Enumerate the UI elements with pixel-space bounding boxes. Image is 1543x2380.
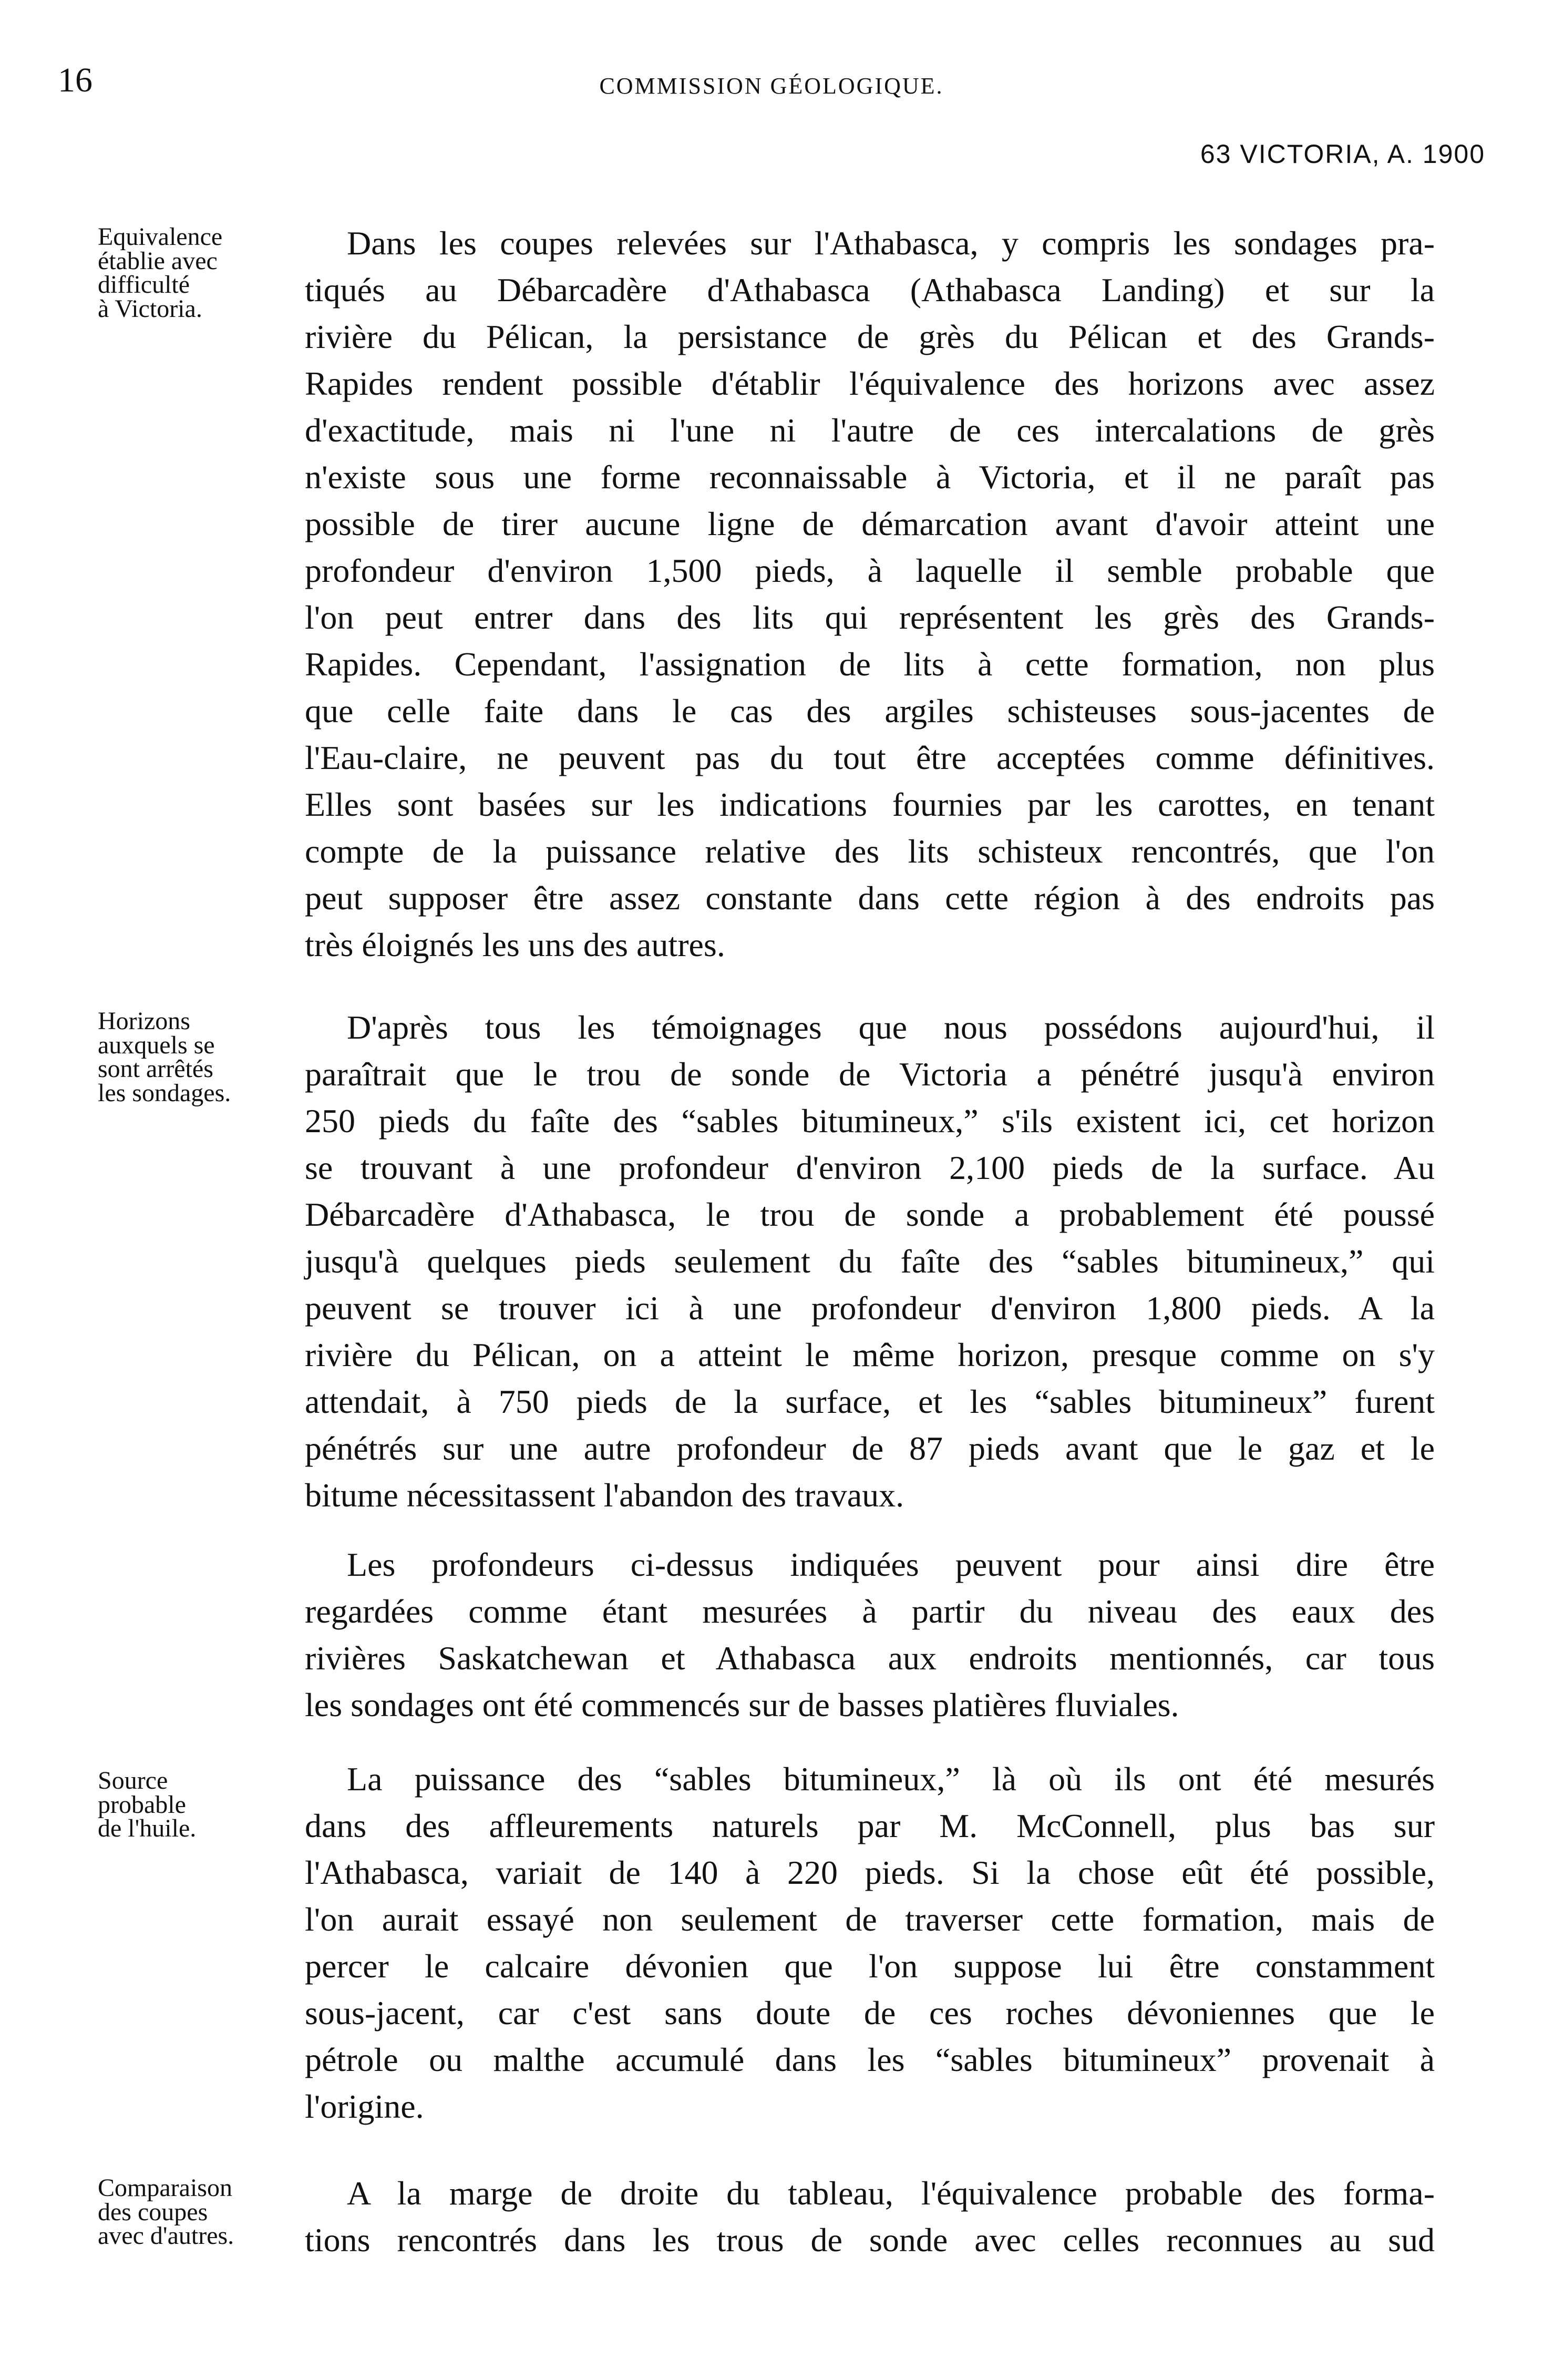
text-line: Débarcadère d'Athabasca, le trou de sonde a probablement été poussé [305,1196,1435,1233]
text-line: sous-jacent, car c'est sans doute de ces roches dévoniennes que le [305,1994,1435,2032]
sidenote-line: probable [98,1790,186,1819]
text-line: l'Eau-claire, ne peuvent pas du tout être acceptées comme définitives. [305,739,1435,776]
sidenote-line: des coupes [98,2198,208,2226]
text-line: Elles sont basées sur les indications fournies par les carottes, en tenant [305,786,1435,823]
sidenote-line: auxquels se [98,1031,215,1059]
text-line: dans des affleurements naturels par M. McConnell, plus bas sur [305,1807,1435,1844]
page-number: 16 [58,61,92,99]
sidenote-line: avec d'autres. [98,2222,234,2250]
paragraph-3 [305,1541,1435,1728]
paragraph-5 [305,2170,1435,2263]
paragraph-2 [305,1004,1435,1519]
text-line: tions rencontrés dans les trous de sonde avec celles reconnues au sud [305,2221,1435,2259]
text-line: Dans les coupes relevées sur l'Athabasca, y compris les sondages pra- [347,224,1435,262]
paragraph-1 [305,220,1435,968]
sidenote-comparaison [98,2176,287,2248]
text-line: l'on aurait essayé non seulement de traverser cette formation, mais de [305,1901,1435,1938]
text-line: que celle faite dans le cas des argiles schisteuses sous-jacentes de [305,692,1435,730]
text-line: d'exactitude, mais ni l'une ni l'autre de ces intercalations de grès [305,412,1435,449]
text-line: pénétrés sur une autre profondeur de 87 pieds avant que le gaz et le [305,1430,1435,1467]
text-line: profondeur d'environ 1,500 pieds, à laquelle il semble probable que [305,552,1435,589]
sidenote-line: Source [98,1767,168,1794]
sidenote-line: Comparaison [98,2174,232,2202]
text-line: l'origine. [305,2088,424,2125]
text-line: jusqu'à quelques pieds seulement du faîte des “sables bitumineux,” qui [305,1243,1435,1280]
running-head: COMMISSION GÉOLOGIQUE. [599,73,944,99]
text-line: percer le calcaire dévonien que l'on suppose lui être constamment [305,1947,1435,1985]
text-line: l'Athabasca, variait de 140 à 220 pieds. Si la chose eût été possible, [305,1854,1435,1891]
sidenote-line: difficulté [98,271,190,299]
text-line: les sondages ont été commencés sur de basses platières fluviales. [305,1686,1179,1724]
text-line: possible de tirer aucune ligne de démarcation avant d'avoir atteint une [305,505,1435,542]
sidenote-line: les sondages. [98,1079,231,1107]
text-line: tiqués au Débarcadère d'Athabasca (Athabasca Landing) et sur la [305,271,1435,309]
sidenote-line: Equivalence [98,223,223,251]
text-line: très éloignés les uns des autres. [305,926,725,963]
sidenote-line: à Victoria. [98,294,202,323]
sidenote-equivalence [98,225,287,321]
text-line: peut supposer être assez constante dans cette région à des endroits pas [305,879,1435,917]
sidenote-horizons [98,1009,287,1105]
text-line: bitume nécessitassent l'abandon des travaux. [305,1476,904,1514]
sidenote-line: Horizons [98,1007,190,1035]
text-line: n'existe sous une forme reconnaissable à Victoria, et il ne paraît pas [305,458,1435,496]
text-line: peuvent se trouver ici à une profondeur d'environ 1,800 pieds. A la [305,1289,1435,1327]
text-line: se trouvant à une profondeur d'environ 2,100 pieds de la surface. Au [305,1149,1435,1186]
text-line: La puissance des “sables bitumineux,” là où ils ont été mesurés [347,1760,1435,1798]
text-line: 250 pieds du faîte des “sables bitumineux,” s'ils existent ici, cet horizon [305,1102,1435,1140]
text-line: pétrole ou malthe accumulé dans les “sables bitumineux” provenait à [305,2041,1435,2078]
text-line: compte de la puissance relative des lits schisteux rencontrés, que l'on [305,833,1435,870]
text-line: rivière du Pélican, la persistance de grès du Pélican et des Grands- [305,318,1435,355]
sidenote-line: de l'huile. [98,1814,197,1843]
text-line: attendait, à 750 pieds de la surface, et les “sables bitumineux” furent [305,1383,1435,1420]
text-line: Les profondeurs ci-dessus indiquées peuvent pour ainsi dire être [347,1546,1435,1583]
sidenote-line: établie avec [98,247,218,275]
text-line: regardées comme étant mesurées à partir du niveau des eaux des [305,1593,1435,1630]
text-line: A la marge de droite du tableau, l'équivalence probable des forma- [347,2174,1435,2212]
text-line: l'on peut entrer dans des lits qui représentent les grès des Grands- [305,599,1435,636]
text-line: Rapides. Cependant, l'assignation de lits à cette formation, non plus [305,645,1435,683]
text-line: paraîtrait que le trou de sonde de Victoria a pénétré jusqu'à environ [305,1055,1435,1093]
sidenote-source [98,1769,287,1841]
text-line: D'après tous les témoignages que nous possédons aujourd'hui, il [347,1009,1435,1046]
text-line: rivière du Pélican, on a atteint le même horizon, presque comme on s'y [305,1336,1435,1373]
session-label: 63 VICTORIA, A. 1900 [1200,139,1485,169]
sidenote-line: sont arrêtés [98,1055,213,1083]
text-line: Rapides rendent possible d'établir l'équivalence des horizons avec assez [305,365,1435,402]
paragraph-4 [305,1756,1435,2130]
text-line: rivières Saskatchewan et Athabasca aux endroits mentionnés, car tous [305,1639,1435,1677]
